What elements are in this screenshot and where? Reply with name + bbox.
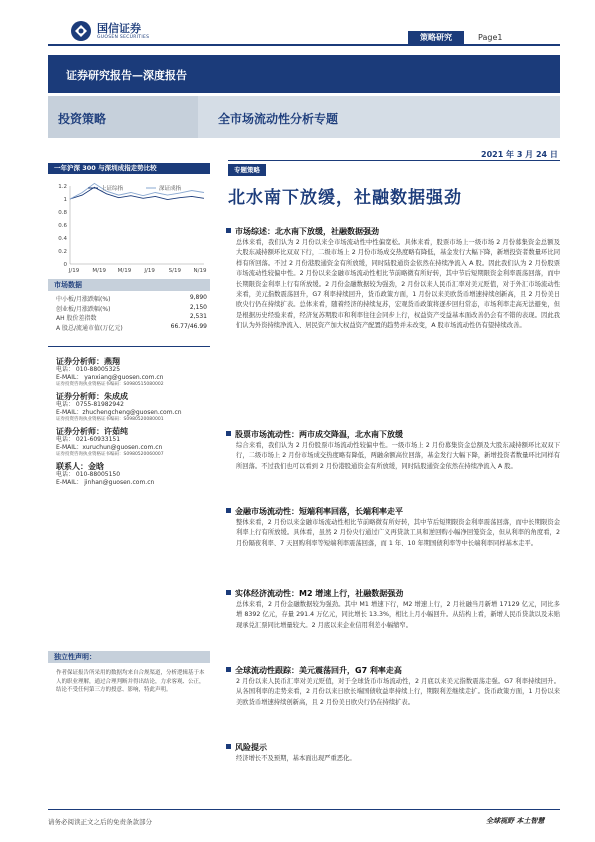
analyst-block xyxy=(56,358,216,389)
report-category: 投资策略 xyxy=(58,112,107,126)
legend-label: 上证综指 xyxy=(101,186,124,192)
y-tick-label: 0.6 xyxy=(58,223,67,229)
section-heading: 全球流动性跟踪：美元震荡回升，G7 利率走高 xyxy=(235,666,402,675)
x-tick-label: M/19 xyxy=(92,268,107,274)
report-type-banner xyxy=(48,55,560,93)
header-tag: 策略研究 xyxy=(408,31,464,44)
x-tick-label: M/19 xyxy=(117,268,132,274)
analyst-email[interactable]: E-MAIL： yanxiang@guosen.com.cn xyxy=(56,373,164,381)
report-date: 2021 年 3 月 24 日 xyxy=(481,150,558,159)
header-divider xyxy=(48,44,560,46)
section-heading: 风险提示 xyxy=(235,743,267,752)
analyst-name: 证券分析师：燕翔 xyxy=(56,357,120,366)
section-stock-liquidity xyxy=(226,429,560,472)
section-body: 经济增长不及预期，基本面出现严重恶化。 xyxy=(236,755,356,762)
y-tick-label: 0.8 xyxy=(58,210,67,216)
contact-block xyxy=(56,463,216,486)
independence-title: 独立性声明： xyxy=(48,651,210,663)
bullet-square-icon xyxy=(226,744,231,749)
analyst-email[interactable]: E-MAIL：zhuchengcheng@guosen.com.cn xyxy=(56,408,182,416)
section-financial-liquidity xyxy=(226,506,560,549)
page-number: Page1 xyxy=(478,33,503,42)
section-body: 总体来看，我们认为 2 月份以来全市场流动性中性偏宽松。具体来看，股票市场上一级市场 2 月份募集资金总额及大股东减持额环比双双下行，二级市场上 2 月份市场成交热度略有降低，基金发行大幅下降，新增投资者数量环比同样有所回落。不过 2 月份港股通资金有所放缓，同时陆股通资金依然在持续净流入 A 股。因此我们认为 2 月份股票市场流动性较偏中性。2 月份以来金融市场流动性相比节前略微有所好转，其中节后短期限资金利率震荡回落，而中长期限资金利率上行有所放缓。2 月份金融数据较为强劲，2 月份以来人民币汇率对美元贬值，对于外汇市场流动性来看，美元指数震荡回升，G7 利率持续回升，货币政策方面，1 月份以来美欧货币增速持续创新高，且 2 月份美日欧央行仍在持续扩表。总体来看，随着经济的持续复苏，宏观货币政策将逐步回归常态，市场利率走高无法避免，但是根据历史经验来看，经济复苏期股市和利率往往会同步上行，权益资产受益基本面改善仍会有不错的表现。因此我们认为外资持续净流入、居民资产加大权益资产配置的趋势并未改变，A 股市场流动性仍有望持续改善。 xyxy=(236,239,560,330)
section-body: 综合来看，我们认为 2 月份股票市场流动性较偏中性。一级市场上 2 月份募集资金总额及大股东减持额环比双双下行，二级市场上 2 月份市场成交热度略有降低，两融余额高位回落，基金发行大幅下降，新增投资者数量环比同样有所回落。不过我们也可以看到 2 月份港股通资金有所放缓，同时陆股通资金依然在持续净流入 A 股。 xyxy=(236,442,560,470)
report-type: 证券研究报告—深度报告 xyxy=(66,69,187,82)
x-tick-label: N/19 xyxy=(193,268,207,274)
series-line-1 xyxy=(70,187,204,199)
market-row: AH 股价差指数 2,531 xyxy=(56,313,207,322)
contact-email[interactable]: E-MAIL： jinhan@guosen.com.cn xyxy=(56,478,155,486)
subject-banner xyxy=(48,96,560,138)
section-global-liquidity xyxy=(226,665,560,708)
footer-divider xyxy=(48,809,560,810)
index-trend-chart xyxy=(48,178,210,278)
contact-phone: 电话： 010-88005150 xyxy=(56,470,121,478)
market-data-title: 市场数据 xyxy=(48,279,210,291)
main-title: 北水南下放缓，社融数据强劲 xyxy=(228,188,462,208)
y-tick-label: 0.2 xyxy=(58,249,67,255)
legend-label: 深证成指 xyxy=(159,186,182,192)
market-data-table xyxy=(48,294,210,332)
footer-slogan: 全球视野 本土智慧 xyxy=(486,817,545,825)
market-row: A 股总/流通市值(万亿元) 66.77/46.99 xyxy=(56,322,207,332)
guosen-logo-icon xyxy=(70,20,92,42)
section-market-overview xyxy=(226,226,560,332)
x-tick-label: S/19 xyxy=(168,268,181,274)
x-tick-label: J/19 xyxy=(144,268,155,274)
section-heading: 实体经济流动性：M2 增速上行，社融数据强劲 xyxy=(235,589,404,598)
analyst-phone: 电话： 0755-81982942 xyxy=(56,400,124,408)
logo-text-en: GUOSEN SECURITIES xyxy=(97,35,150,40)
section-risk xyxy=(226,742,560,764)
chart-title: 一年沪深 300 与深圳成指走势比较 xyxy=(48,163,210,174)
analyst-phone: 电话： 021-60933151 xyxy=(56,435,121,443)
contact-name: 联系人：金晗 xyxy=(56,462,104,471)
x-tick-label: J/19 xyxy=(68,268,80,274)
section-body: 整体来看，2 月份以来金融市场流动性相比节前略微有所好转，其中节后短期限资金利率震荡回落，而中长期限资金利率上行有所放缓。具体看，虽然 2 月份央行通过广义再贷款工具和逆回购小幅净回笼资金，但从利率的角度看，2 月份隔夜利率、7 天回购利率等短端利率震荡回落，而 1 年、10 年期国债利率等中长端利率同样基本走平。 xyxy=(236,519,560,547)
analyst-license: 证券投资咨询执业资格证书编码：S0980520080001 xyxy=(56,417,164,423)
analyst-name: 证券分析师：朱成成 xyxy=(56,392,128,401)
bullet-square-icon xyxy=(226,431,231,436)
section-real-economy xyxy=(226,588,560,631)
section-heading: 金融市场流动性：短端利率回落，长端利率走平 xyxy=(235,507,403,516)
section-heading: 市场综述：北水南下放缓，社融数据强劲 xyxy=(235,227,379,236)
analyst-block xyxy=(56,428,216,459)
bullet-square-icon xyxy=(226,590,231,595)
y-tick-label: 1.2 xyxy=(58,184,67,190)
y-tick-label: 1 xyxy=(63,197,67,203)
market-row: 中小板/月涨跌幅(%) 9,890 xyxy=(56,294,207,303)
analyst-name: 证券分析师：许茹纯 xyxy=(56,427,128,436)
date-divider xyxy=(228,160,560,161)
analyst-phone: 电话： 010-88005325 xyxy=(56,365,121,373)
y-tick-label: 0.4 xyxy=(58,236,67,242)
section-heading: 股票市场流动性：两市成交降温，北水南下放缓 xyxy=(235,430,403,439)
footer-disclaimer-link: 请务必阅读正文之后的免责条款部分 xyxy=(48,818,152,826)
independence-text: 作者保证报告所采用的数据均来自合规渠道，分析逻辑基于本人的职业理解，通过合理判断并得出结论，力求客观、公正，结论不受任何第三方的授意、影响，特此声明。 xyxy=(56,670,205,694)
report-subject: 全市场流动性分析专题 xyxy=(218,112,339,126)
section-body: 总体来看，2 月份金融数据较为强劲。其中 M1 增速下行，M2 增速上行，2 月社融当月新增 17129 亿元，同比多增 8392 亿元，存量 291.4 万亿元，同比增长 13.3%，相比上月小幅回升。从结构上看，新增人民币贷款以及未贴现承兑汇票同比增量较大。2 月底以来企业信用利差小幅缩窄。 xyxy=(236,601,560,629)
bullet-square-icon xyxy=(226,667,231,672)
bullet-square-icon xyxy=(226,228,231,233)
analyst-email[interactable]: E-MAIL：xuruchun@guosen.com.cn xyxy=(56,443,163,451)
analyst-license: 证券投资咨询执业资格证书编码：S0980515080002 xyxy=(56,382,164,388)
market-divider xyxy=(48,346,210,347)
analyst-license: 证券投资咨询执业资格证书编码：S0980520060007 xyxy=(56,452,164,458)
section-body: 2 月份以来人民币汇率对美元贬值，对于全球货币市场流动性，2 月底以来美元指数震荡走强。G7 利率持续回升。从各国利率的走势来看，2 月份以来日欧长端国债收益率持续上行，期限利差继续走扩。货币政策方面，1 月份以来美欧货币增速持续创新高，且 2 月份美日欧央行仍在持续扩表。 xyxy=(236,678,560,706)
bullet-square-icon xyxy=(226,508,231,513)
market-row: 创业板/月涨跌幅(%) 2,150 xyxy=(56,303,207,313)
column-tag: 专题策略 xyxy=(228,164,266,176)
y-tick-label: 0 xyxy=(63,262,67,268)
logo-text-cn: 国信证券 xyxy=(97,22,141,35)
analyst-block xyxy=(56,393,216,424)
